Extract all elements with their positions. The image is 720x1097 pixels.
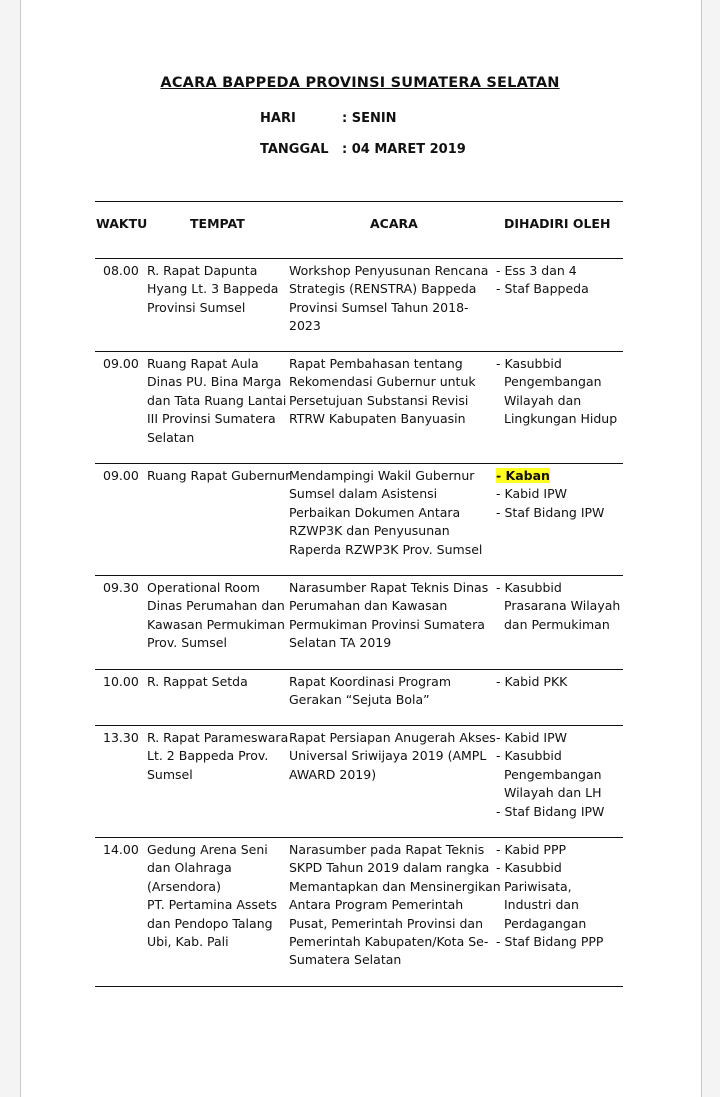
place-cell-line: Ruang Rapat Gubernur — [147, 468, 291, 483]
place-cell — [147, 841, 289, 951]
place-cell — [147, 729, 289, 784]
place-cell-line: Dinas PU. Bina Marga — [147, 374, 282, 390]
place-cell-line: III Provinsi Sumatera — [147, 411, 276, 427]
event-cell-line: Narasumber Rapat Teknis Dinas — [289, 580, 489, 595]
event-cell-line: Mendampingi Wakil Gubernur — [289, 468, 475, 483]
time-cell: 14.00 — [103, 842, 139, 857]
event-cell-line: Pemerintah Kabupaten/Kota Se- — [289, 934, 489, 950]
place-cell — [147, 673, 289, 691]
attendees-cell — [496, 262, 626, 299]
event-cell-line: Provinsi Sumsel Tahun 2018- — [289, 299, 469, 315]
place-cell-line: Ubi, Kab. Pali — [147, 934, 229, 950]
event-cell-line: Perbaikan Dokumen Antara — [289, 504, 461, 520]
place-cell-line: dan Olahraga — [147, 860, 232, 876]
event-cell — [289, 579, 495, 653]
attendee-item: - Kabid IPW — [496, 486, 568, 502]
event-cell-line: AWARD 2019) — [289, 766, 377, 782]
place-cell — [147, 355, 289, 447]
attendee-item: - Kasubbid Pengembangan Wilayah dan LH — [496, 748, 602, 801]
event-cell-line: Selatan TA 2019 — [289, 635, 392, 651]
date-value: : 04 MARET 2019 — [342, 142, 466, 157]
attendees-cell — [496, 841, 626, 951]
header-acara: ACARA — [370, 216, 418, 231]
place-cell-line: Provinsi Sumsel — [147, 299, 246, 315]
place-cell-line: Sumsel — [147, 766, 193, 782]
day-label: HARI — [260, 111, 296, 126]
event-cell — [289, 355, 495, 429]
row-rule — [95, 837, 623, 838]
attendee-item: - Kasubbid Prasarana Wilayah dan Permukiman — [496, 580, 621, 632]
attendee-item: - Staf Bidang PPP — [496, 934, 604, 950]
row-rule — [95, 463, 623, 464]
time-cell: 13.30 — [103, 730, 139, 745]
attendee-item: - Kasubbid Pariwisata, Industri dan Perdagangan — [496, 860, 587, 931]
place-cell-line: Dinas Perumahan dan — [147, 598, 285, 614]
place-cell — [147, 467, 289, 485]
header-waktu: WAKTU — [96, 216, 148, 231]
place-cell-line: Prov. Sumsel — [147, 635, 227, 651]
place-cell-line: Hyang Lt. 3 Bappeda — [147, 281, 279, 297]
attendees-cell — [496, 579, 626, 634]
event-cell-line: SKPD Tahun 2019 dalam rangka — [289, 860, 490, 876]
place-cell-line: Ruang Rapat Aula — [147, 356, 259, 371]
event-cell-line: Narasumber pada Rapat Teknis — [289, 842, 485, 857]
header-dihadiri-oleh: DIHADIRI OLEH — [504, 216, 611, 231]
event-cell-line: 2023 — [289, 318, 321, 334]
attendees-cell — [496, 673, 626, 691]
row-rule — [95, 986, 623, 987]
time-cell: 09.30 — [103, 580, 139, 595]
highlighted-attendee: - Kaban — [496, 468, 550, 483]
place-cell-line: Gedung Arena Seni — [147, 842, 268, 857]
place-cell — [147, 579, 289, 653]
event-cell — [289, 673, 495, 710]
time-cell: 08.00 — [103, 263, 139, 278]
row-rule — [95, 575, 623, 576]
place-cell-line: Lt. 2 Bappeda Prov. — [147, 748, 269, 764]
date-row — [260, 142, 466, 157]
place-cell-line: Kawasan Permukiman — [147, 616, 285, 632]
place-cell-line: dan Tata Ruang Lantai — [147, 392, 287, 408]
event-cell-line: Permukiman Provinsi Sumatera — [289, 616, 485, 632]
event-cell-line: Rapat Persiapan Anugerah Akses — [289, 730, 496, 745]
attendee-item: - Kabid IPW — [496, 730, 568, 745]
event-cell-line: Rapat Pembahasan tentang — [289, 356, 463, 371]
attendee-item — [496, 467, 626, 485]
row-rule — [95, 669, 623, 670]
event-cell-line: RZWP3K dan Penyusunan — [289, 523, 450, 539]
table-top-rule — [95, 201, 623, 202]
event-cell-line: Perumahan dan Kawasan — [289, 598, 448, 614]
event-cell-line: Strategis (RENSTRA) Bappeda — [289, 281, 477, 297]
day-value: : SENIN — [342, 111, 397, 126]
event-cell-line: Sumatera Selatan — [289, 952, 402, 968]
date-label: TANGGAL — [260, 142, 329, 157]
attendee-item: - Kasubbid Pengembangan Wilayah dan Lingkungan Hidup — [496, 356, 618, 427]
attendee-item: - Ess 3 dan 4 — [496, 263, 577, 278]
attendee-item: - Kabid PKK — [496, 674, 568, 689]
place-cell — [147, 262, 289, 317]
document-title — [0, 75, 720, 91]
time-cell: 09.00 — [103, 356, 139, 371]
event-cell-line: Memantapkan dan Mensinergikan — [289, 878, 501, 894]
attendees-cell — [496, 467, 626, 522]
attendees-cell — [496, 355, 626, 429]
event-cell-line: RTRW Kabupaten Banyuasin — [289, 411, 466, 427]
document-title-text: ACARA BAPPEDA PROVINSI SUMATERA SELATAN — [160, 75, 560, 91]
day-row — [260, 111, 397, 126]
event-cell-line: Workshop Penyusunan Rencana — [289, 263, 489, 278]
place-cell-line: Selatan — [147, 429, 195, 445]
event-cell-line: Persetujuan Substansi Revisi — [289, 392, 469, 408]
place-cell-line: Operational Room — [147, 580, 260, 595]
event-cell-line: Gerakan “Sejuta Bola” — [289, 692, 430, 708]
event-cell-line: Universal Sriwijaya 2019 (AMPL — [289, 748, 487, 764]
header-tempat: TEMPAT — [190, 216, 245, 231]
attendees-cell — [496, 729, 626, 821]
row-rule — [95, 351, 623, 352]
place-cell-line: dan Pendopo Talang — [147, 915, 273, 931]
event-cell-line: Sumsel dalam Asistensi — [289, 486, 438, 502]
attendee-item: - Staf Bappeda — [496, 281, 589, 297]
event-cell-line: Pusat, Pemerintah Provinsi dan — [289, 915, 484, 931]
event-cell — [289, 729, 495, 784]
place-cell-line: R. Rappat Setda — [147, 674, 248, 689]
event-cell — [289, 262, 495, 336]
event-cell-line: Rekomendasi Gubernur untuk — [289, 374, 476, 390]
place-cell-line: R. Rapat Parameswara — [147, 730, 289, 745]
row-rule — [95, 725, 623, 726]
event-cell-line: Antara Program Pemerintah — [289, 897, 464, 913]
time-cell: 10.00 — [103, 674, 139, 689]
attendee-item: - Staf Bidang IPW — [496, 803, 605, 819]
row-rule — [95, 258, 623, 259]
event-cell-line: Rapat Koordinasi Program — [289, 674, 452, 689]
attendee-item: - Kabid PPP — [496, 842, 567, 857]
event-cell — [289, 467, 495, 559]
attendee-item: - Staf Bidang IPW — [496, 504, 605, 520]
place-cell-line: R. Rapat Dapunta — [147, 263, 258, 278]
event-cell-line: Raperda RZWP3K Prov. Sumsel — [289, 541, 483, 557]
event-cell — [289, 841, 501, 970]
place-cell-line: (Arsendora) — [147, 878, 221, 894]
place-cell-line: PT. Pertamina Assets — [147, 897, 278, 913]
time-cell: 09.00 — [103, 468, 139, 483]
